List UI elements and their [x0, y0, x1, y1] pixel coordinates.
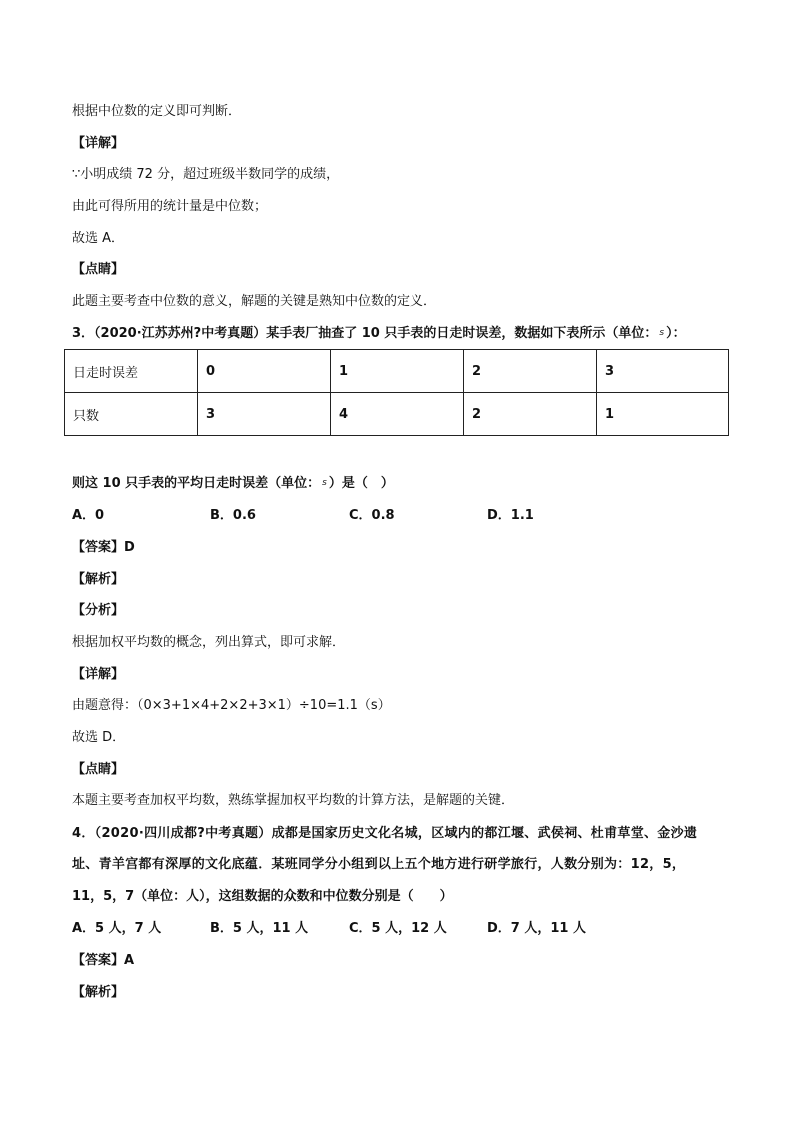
table-cell: 1	[597, 393, 729, 436]
question-3-ask-end: ）是（ ）	[328, 476, 394, 491]
question-3-ask-text: 则这 10 只手表的平均日走时误差（单位：	[72, 476, 321, 491]
section-heading-detail: 【详解】	[72, 667, 125, 682]
question-4-line-1: 4．（2020·四川成都?中考真题）成都是国家历史文化名城，区域内的都江堰、武侯祠、杜甫草堂、金沙遗	[72, 826, 698, 841]
table-cell: 1	[331, 350, 464, 393]
question-4-line-3: 11，5，7（单位：人），这组数据的众数和中位数分别是（ ）	[72, 889, 453, 904]
text-line: 故选 A．	[72, 231, 125, 246]
section-heading-analysis: 【解析】	[72, 985, 125, 1000]
section-heading-comment: 【点睛】	[72, 262, 125, 277]
section-heading-analyze: 【分析】	[72, 603, 125, 618]
text-line: 故选 D．	[72, 730, 126, 745]
option-c: C．5 人，12 人	[349, 921, 447, 936]
text-line: 此题主要考查中位数的意义，解题的关键是熟知中位数的定义．	[72, 294, 437, 309]
section-heading-detail: 【详解】	[72, 136, 125, 151]
option-d: D．1.1	[487, 508, 534, 523]
answer-label: 【答案】D	[72, 540, 135, 555]
text-line: 根据加权平均数的概念，列出算式，即可求解．	[72, 635, 346, 650]
table-cell: 0	[198, 350, 331, 393]
option-b: B．5 人，11 人	[210, 921, 309, 936]
text-line: 根据中位数的定义即可判断．	[72, 104, 242, 119]
option-c: C．0.8	[349, 508, 395, 523]
option-a: A．5 人，7 人	[72, 921, 162, 936]
table-cell: 3	[198, 393, 331, 436]
section-heading-analysis: 【解析】	[72, 572, 125, 587]
calculation-line: 由题意得：（0×3+1×4+2×2+3×1）÷10=1.1（s）	[72, 698, 391, 713]
unit-symbol: s	[322, 478, 327, 488]
text-line: 由此可得所用的统计量是中位数；	[72, 199, 268, 214]
question-3-end: ）：	[666, 326, 686, 341]
option-b: B．0.6	[210, 508, 256, 523]
unit-symbol: s	[659, 328, 665, 338]
table-cell: 3	[597, 350, 729, 393]
answer-label: 【答案】A	[72, 953, 135, 968]
question-3-stem	[72, 324, 686, 343]
table-cell: 2	[464, 393, 597, 436]
text-line: ∵小明成绩 72 分，超过班级半数同学的成绩，	[72, 167, 340, 182]
table-cell: 2	[464, 350, 597, 393]
table-row	[65, 393, 729, 436]
option-a: A．0	[72, 508, 105, 523]
table-row	[65, 350, 729, 393]
table-cell: 只数	[65, 393, 198, 436]
section-heading-comment: 【点睛】	[72, 762, 125, 777]
question-4-line-2: 址、青羊宫都有深厚的文化底蕴．某班同学分小组到以上五个地方进行研学旅行，人数分别为：12，5，	[72, 857, 686, 872]
table-cell: 4	[331, 393, 464, 436]
question-3-ask	[72, 474, 394, 493]
option-d: D．7 人，11 人	[487, 921, 586, 936]
error-table	[64, 349, 729, 436]
text-line: 本题主要考查加权平均数，熟练掌握加权平均数的计算方法，是解题的关键．	[72, 793, 515, 808]
question-3-text: 3．（2020·江苏苏州?中考真题）某手表厂抽查了 10 只手表的日走时误差，数据如下表所示（单位：	[72, 326, 658, 341]
table-cell: 日走时误差	[65, 350, 198, 393]
